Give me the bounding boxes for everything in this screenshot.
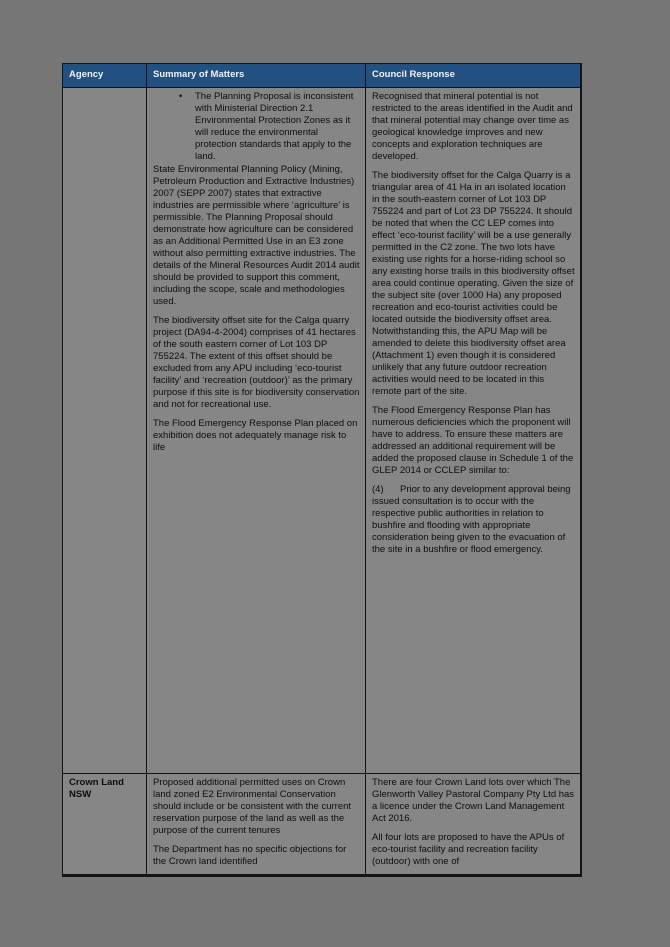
summary-of-matters-cell (147, 88, 366, 773)
column-header-agency: Agency (63, 64, 147, 87)
summary-paragraph: Proposed additional permitted uses on Crown land zoned E2 Environmental Conservation should include or be consistent with the current reservation purpose of the land as well as the purpose of the current tenures (153, 777, 352, 836)
bullet-icon: • (179, 91, 183, 102)
response-paragraph: There are four Crown Land lots over which The Glenworth Valley Pastoral Company Pty Ltd has a licence under the Crown Land Management Act 2016. (372, 777, 575, 824)
response-paragraph: Recognised that mineral potential is not restricted to the areas identified in the Audit and that mineral potential may change over time as geological knowledge improves and new concepts and exploration techniques are developed. (372, 91, 573, 162)
column-header-council-response: Council Response (372, 69, 455, 80)
summary-paragraph: The Flood Emergency Response Plan placed on exhibition does not adequately manage risk to life (153, 418, 358, 453)
summary-of-matters-cell (147, 774, 366, 874)
table-row (63, 88, 580, 774)
bullet-text: The Planning Proposal is inconsistent with Ministerial Direction 2.1 Environmental Protection Zones as it will reduce the environmental protection standards that apply to the land. (195, 91, 354, 162)
clause-text: Prior to any development approval being issued consultation is to occur with the respective public authorities in relation to bushfire and flooding with appropriate consideration being given to the evacuation of the site in a bushfire or flood emergency. (372, 484, 571, 555)
table-header-row (63, 64, 580, 88)
agency-response-table (62, 63, 582, 877)
response-paragraph: The biodiversity offset for the Calga Quarry is a triangular area of 41 Ha in an isolated location in the south-eastern corner of Lot 103 DP 755224 and part of Lot 23 DP 755224. It should be noted that when the CC LEP comes into effect ‘eco-tourist facility’ will be a use generally permitted in the C2 zone. The two lots have existing use rights for a horse-riding school so any existing horse trails in this biodiversity offset area could continue operating. Given the size of the subject site (over 1000 Ha) any proposed recreation and eco-tourist activities could be located outside the biodiversity offset area. Notwithstanding this, the APU Map will be amended to delete this biodiversity offset area (Attachment 1) even though it is considered unlikely that any future outdoor recreation activities would need to be located in this remote part of the site. (372, 170, 575, 397)
response-clause-paragraph (372, 484, 575, 556)
response-paragraph: The Flood Emergency Response Plan has numerous deficiencies which the proponent will have to address. To ensure these matters are addressed an additional requirement will be added the proposed clause in Schedule 1 of the GLEP 2014 or CCLEP similar to: (372, 405, 574, 476)
summary-paragraph: State Environmental Planning Policy (Mining, Petroleum Production and Extractive Industries) 2007 (SEPP 2007) states that extractive industries are permissible where ‘agriculture’ is permissible. The Planning Proposal should demonstrate how agriculture can be considered as an Additional Permitted Use in an E3 zone without also permitting extractive industries. The details of the Mineral Resources Audit 2014 audit should be provided to support this comment, including the scope, scale and methodologies used. (153, 164, 360, 307)
council-response-cell (366, 774, 580, 874)
council-response-cell (366, 88, 580, 773)
clause-number: (4) (372, 484, 384, 495)
bullet-list-item (153, 91, 360, 163)
response-paragraph: All four lots are proposed to have the APUs of eco-tourist facility and recreation facility (outdoor) with one of (372, 832, 565, 867)
agency-cell-empty (63, 88, 147, 773)
agency-cell-crown-land-nsw: Crown Land NSW (63, 774, 147, 874)
table-row (63, 774, 580, 874)
column-header-summary-of-matters: Summary of Matters (147, 64, 366, 87)
summary-paragraph: The biodiversity offset site for the Calga quarry project (DA94-4-2004) comprises of 41 hectares of the south eastern corner of Lot 103 DP 755224. The extent of this offset should be excluded from any APU including ‘eco-tourist facility’ and ‘recreation (outdoor)’ as the primary purpose if this site is for biodiversity conservation and not for recreational use. (153, 315, 360, 410)
summary-paragraph: The Department has no specific objections for the Crown land identified (153, 844, 347, 867)
